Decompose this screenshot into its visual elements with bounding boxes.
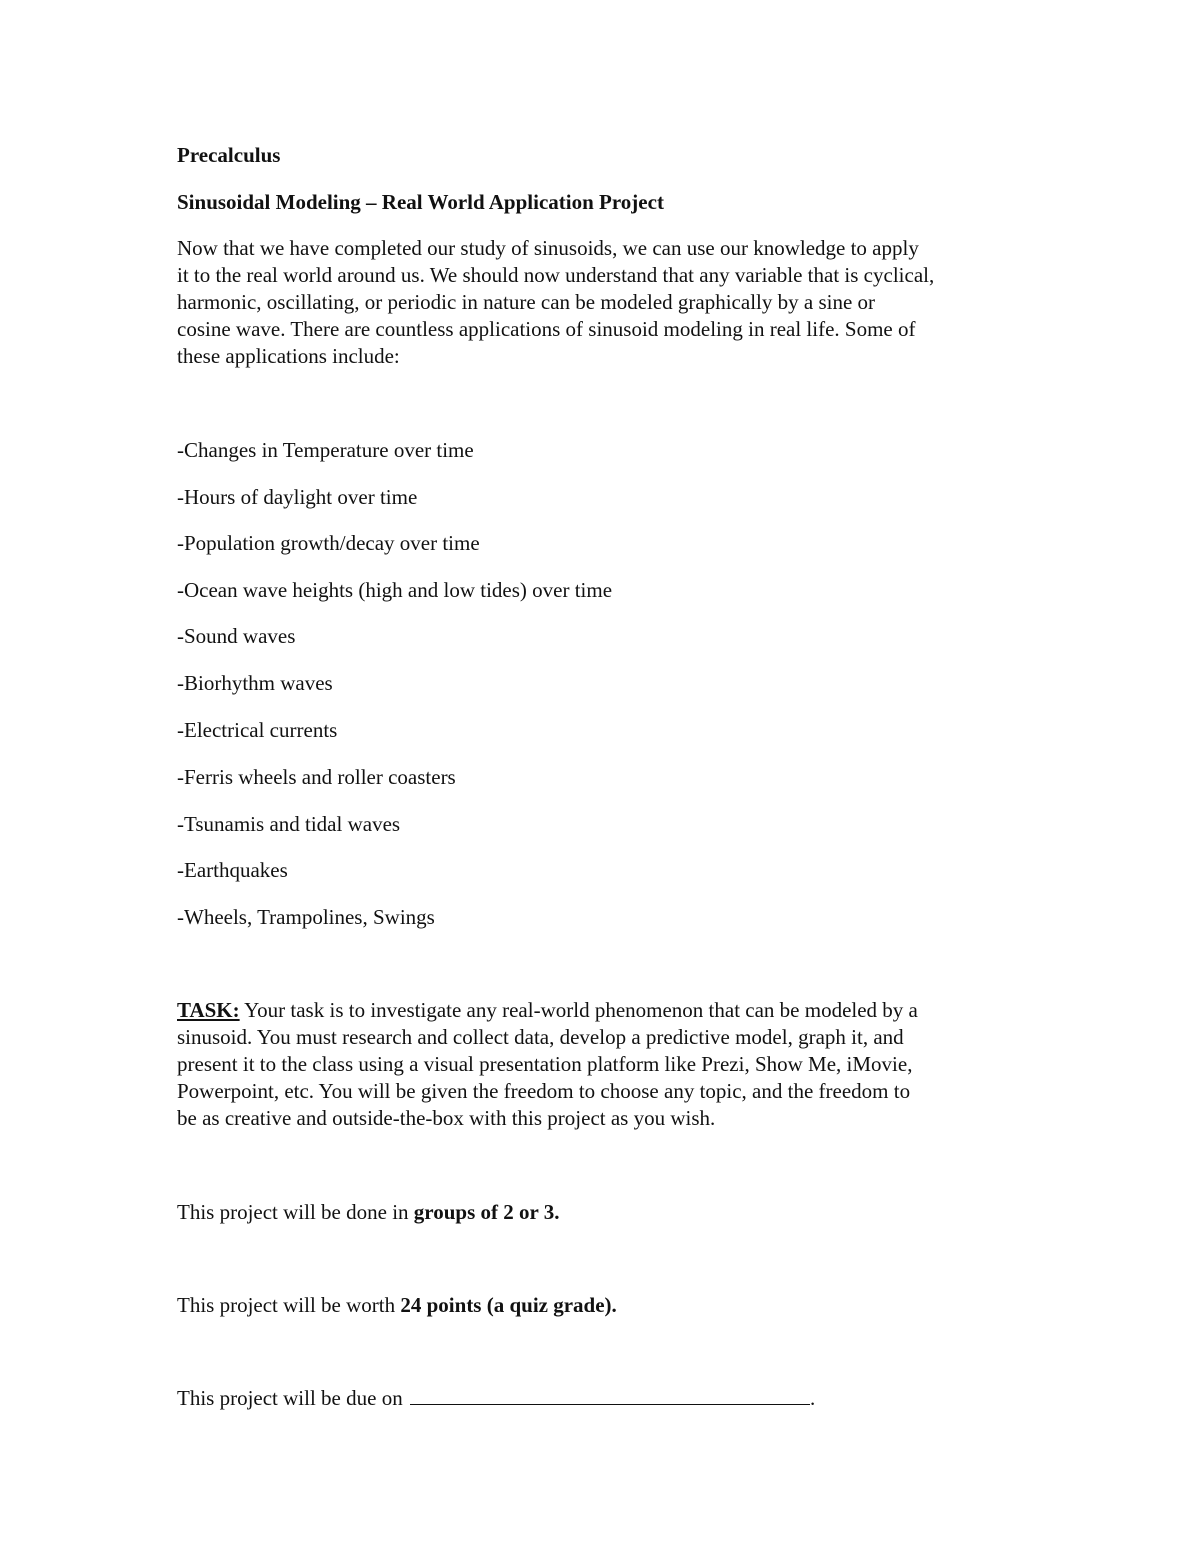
groups-size: groups of 2 or 3. <box>413 1200 560 1224</box>
task-paragraph <box>177 997 918 1132</box>
due-suffix: . <box>809 1386 816 1410</box>
course-heading: Precalculus <box>177 143 281 167</box>
list-item: -Tsunamis and tidal waves <box>177 812 401 836</box>
list-item: -Sound waves <box>177 624 296 648</box>
worth-points: 24 points (a quiz grade). <box>400 1293 617 1317</box>
list-item: -Earthquakes <box>177 858 288 882</box>
groups-statement <box>177 1200 559 1225</box>
due-statement <box>177 1386 815 1411</box>
worth-statement <box>177 1293 617 1318</box>
list-item: -Biorhythm waves <box>177 671 333 695</box>
due-date-blank <box>410 1386 810 1405</box>
intro-line: it to the real world around us. We should now understand that any variable that is cyclical, <box>177 263 935 287</box>
task-text: Your task is to investigate any real-world phenomenon that can be modeled by a <box>239 998 918 1022</box>
list-item: -Population growth/decay over time <box>177 531 480 555</box>
task-label: TASK: <box>177 998 240 1022</box>
list-item: -Wheels, Trampolines, Swings <box>177 905 435 929</box>
task-first-line <box>177 997 918 1024</box>
intro-paragraph <box>177 235 934 370</box>
due-prefix: This project will be due on <box>177 1386 408 1410</box>
task-line: be as creative and outside-the-box with this project as you wish. <box>177 1106 716 1130</box>
list-item: -Electrical currents <box>177 718 338 742</box>
list-item: -Hours of daylight over time <box>177 485 418 509</box>
project-title: Sinusoidal Modeling – Real World Application Project <box>177 190 664 214</box>
task-line: Powerpoint, etc. You will be given the freedom to choose any topic, and the freedom to <box>177 1079 911 1103</box>
list-item: -Ocean wave heights (high and low tides) over time <box>177 578 613 602</box>
intro-line: cosine wave. There are countless applications of sinusoid modeling in real life. Some of <box>177 317 916 341</box>
task-line: sinusoid. You must research and collect data, develop a predictive model, graph it, and <box>177 1025 904 1049</box>
worth-prefix: This project will be worth <box>177 1293 401 1317</box>
intro-line: these applications include: <box>177 344 400 368</box>
intro-line: harmonic, oscillating, or periodic in nature can be modeled graphically by a sine or <box>177 290 876 314</box>
list-item: -Changes in Temperature over time <box>177 438 474 462</box>
groups-prefix: This project will be done in <box>177 1200 414 1224</box>
list-item: -Ferris wheels and roller coasters <box>177 765 456 789</box>
task-line: present it to the class using a visual presentation platform like Prezi, Show Me, iMovie, <box>177 1052 913 1076</box>
intro-line: Now that we have completed our study of sinusoids, we can use our knowledge to apply <box>177 236 919 260</box>
